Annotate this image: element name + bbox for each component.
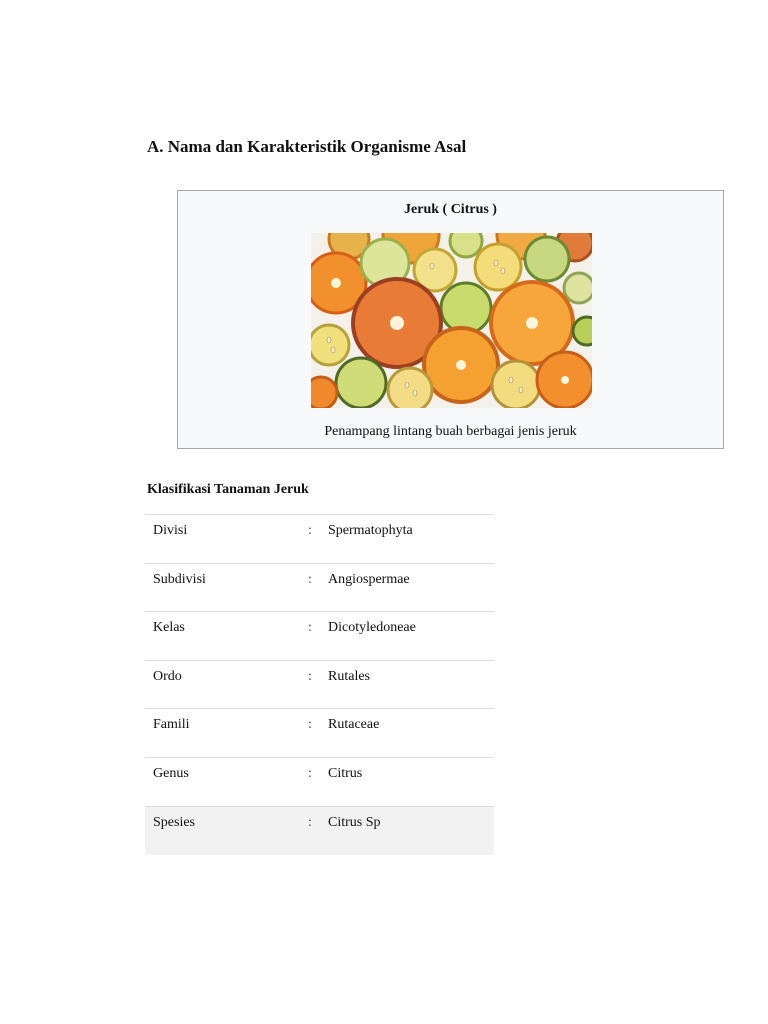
row-label: Genus — [145, 757, 308, 806]
table-row — [145, 515, 494, 564]
table-row — [145, 709, 494, 758]
classification-title: Klasifikasi Tanaman Jeruk — [147, 482, 309, 497]
table-row — [145, 612, 494, 661]
row-label: Kelas — [145, 612, 308, 661]
row-value: Dicotyledoneae — [328, 612, 494, 661]
page-heading: A. Nama dan Karakteristik Organisme Asal — [147, 137, 467, 156]
classification-table — [145, 514, 494, 855]
row-value: Citrus — [328, 757, 494, 806]
table-row — [145, 660, 494, 709]
table-row — [145, 757, 494, 806]
row-value: Spermatophyta — [328, 515, 494, 564]
row-separator: : — [308, 515, 328, 564]
row-separator: : — [308, 612, 328, 661]
figure-box — [177, 190, 724, 449]
row-separator: : — [308, 660, 328, 709]
row-label: Subdivisi — [145, 563, 308, 612]
row-label: Famili — [145, 709, 308, 758]
row-value: Angiospermae — [328, 563, 494, 612]
row-separator: : — [308, 806, 328, 855]
row-value: Rutaceae — [328, 709, 494, 758]
figure-title: Jeruk ( Citrus ) — [404, 202, 497, 217]
row-separator: : — [308, 709, 328, 758]
citrus-slices-image — [311, 233, 592, 408]
table-row — [145, 563, 494, 612]
figure-caption: Penampang lintang buah berbagai jenis jeruk — [324, 424, 577, 439]
row-label: Divisi — [145, 515, 308, 564]
row-value: Rutales — [328, 660, 494, 709]
row-separator: : — [308, 563, 328, 612]
row-separator: : — [308, 757, 328, 806]
row-label: Ordo — [145, 660, 308, 709]
table-row — [145, 806, 494, 855]
row-label: Spesies — [145, 806, 308, 855]
row-value: Citrus Sp — [328, 806, 494, 855]
